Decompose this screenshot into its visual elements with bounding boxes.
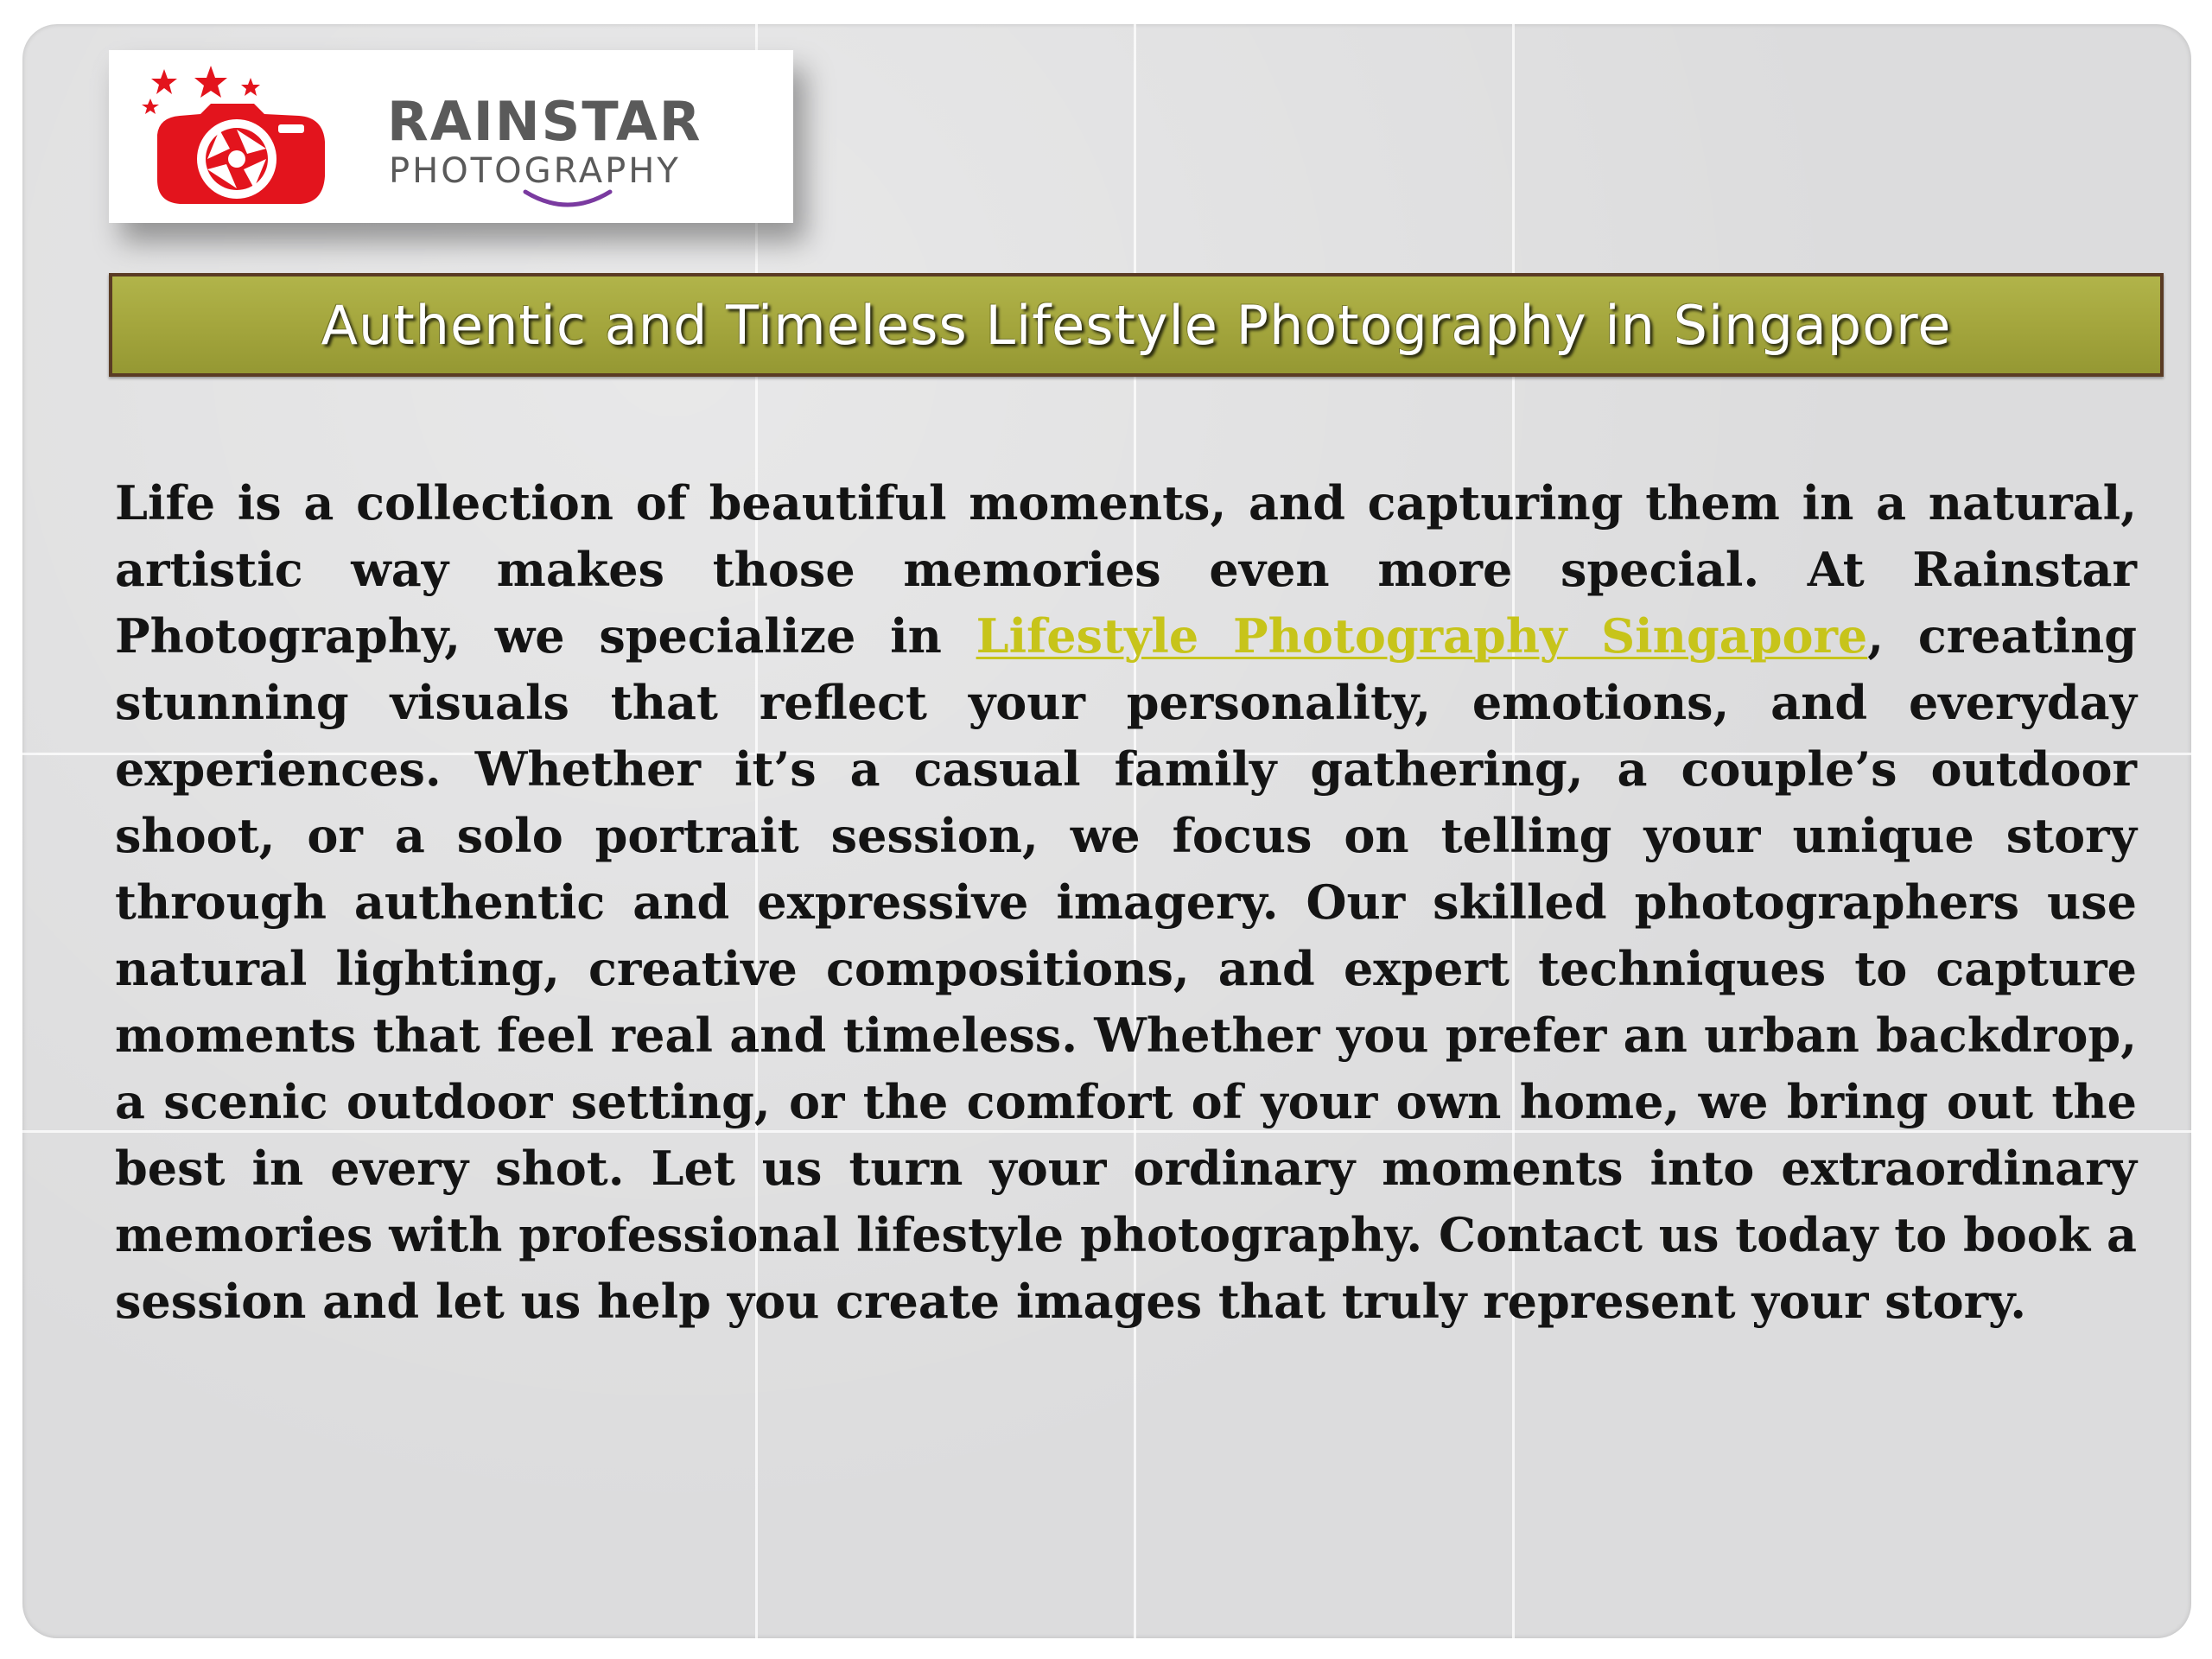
camera-stars-icon (140, 64, 339, 211)
title-banner (109, 273, 2164, 377)
logo-brand-subtitle: PHOTOGRAPHY (389, 151, 681, 191)
page-title: Authentic and Timeless Lifestyle Photography in Singapore (321, 293, 1952, 357)
lifestyle-photography-link[interactable]: Lifestyle Photography Singapore (976, 608, 1868, 664)
slide (22, 24, 2191, 1638)
body-paragraph (115, 470, 2137, 1335)
logo-smile-icon (520, 188, 615, 209)
body-text-intro: Life is a collection of beautiful moments, and capturing them in a natural, artistic way makes those memories even more special. At Rainstar Photography, we specialize in (115, 475, 2137, 664)
logo-brand-name: RAINSTAR (387, 90, 702, 153)
body-text-rest: , creating stunning visuals that reflect your personality, emotions, and everyday experiences. Whether it’s a casual family gathering, a couple’s outdoor shoot, or a solo portrait session, we focus on telling your unique story through authentic and expressive imagery. Our skilled photographers use natural lighting, creative compositions, and expert techniques to capture moments that feel real and timeless. Whether you prefer an urban backdrop, a scenic outdoor setting, or the comfort of your own home, we bring out the best in every shot. Let us turn your ordinary moments into extraordinary memories with professional lifestyle photography. Contact us today to book a session and let us help you create images that truly represent your story. (115, 608, 2137, 1329)
company-logo (109, 50, 793, 223)
